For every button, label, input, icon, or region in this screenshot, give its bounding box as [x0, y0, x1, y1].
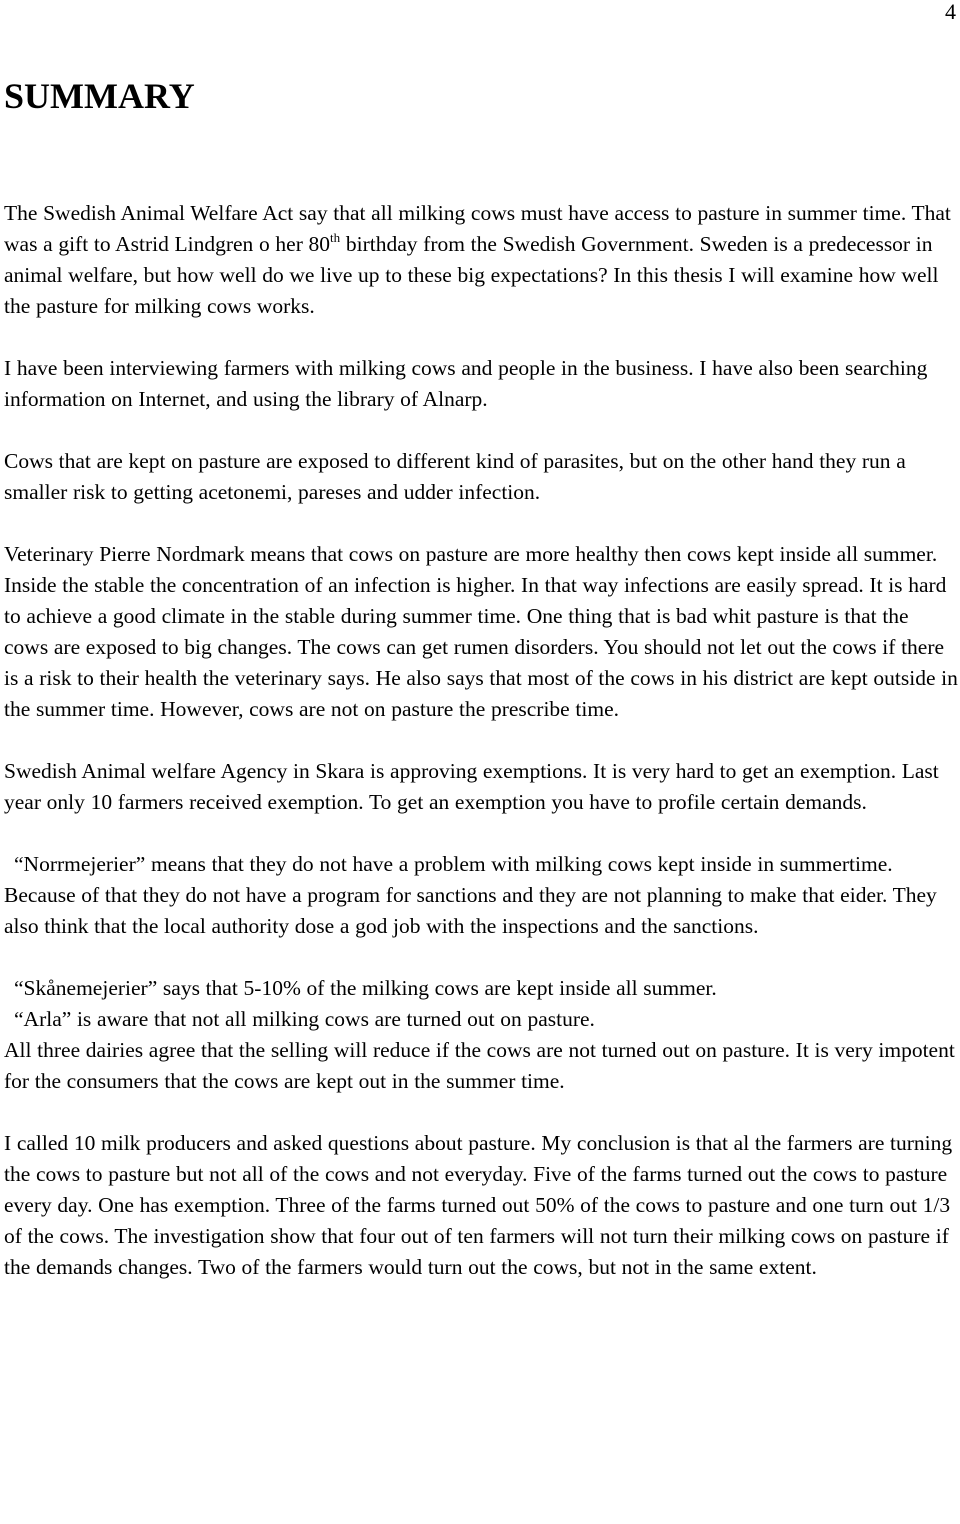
section-heading: SUMMARY	[4, 76, 195, 116]
paragraph-parasites: Cows that are kept on pasture are exposed to different kind of parasites, but on the other hand they run a smaller risk to getting acetonemi, pareses and udder infection.	[4, 449, 906, 504]
paragraph-dairies: All three dairies agree that the selling will reduce if the cows are not turned out on pasture. It is very impotent for the consumers that the cows are kept out in the summer time.	[4, 1038, 955, 1093]
paragraph-arla	[4, 1004, 958, 1035]
paragraph-veterinary: Veterinary Pierre Nordmark means that cows on pasture are more healthy then cows kept inside all summer. Inside the stable the concentration of an infection is higher. In that way infections are easily spread. It is hard to achieve a good climate in the stable during summer time. One thing that is bad whit pasture is that the cows are exposed to big changes. The cows can get rumen disorders. You should not let out the cows if there is a risk to their health the veterinary says. He also says that most of the cows in his district are kept outside in the summer time. However, cows are not on pasture the prescribe time.	[4, 542, 958, 721]
paragraph-intro-part-b: birthday from the Swedish Government. Sweden is a predecessor in animal welfare, but how well do we live up to these big expectations? In this thesis I will examine how well the pasture for milking cows works.	[4, 232, 939, 318]
paragraph-norrmejerier-text: “Norrmejerier” means that they do not have a problem with milking cows kept inside in summertime. Because of that they do not have a program for sanctions and they are not planning to make that eider. They also think that the local authority dose a god job with the inspections and the sanctions.	[4, 852, 937, 938]
paragraph-skanemejerier	[4, 973, 958, 1004]
paragraph-agency: Swedish Animal welfare Agency in Skara is approving exemptions. It is very hard to get an exemption. Last year only 10 farmers received exemption. To get an exemption you have to profile certain demands.	[4, 759, 939, 814]
ordinal-superscript: th	[330, 230, 341, 245]
paragraph-method: I have been interviewing farmers with milking cows and people in the business. I have also been searching information on Internet, and using the library of Alnarp.	[4, 356, 928, 411]
page-number: 4	[945, 0, 956, 24]
paragraph-skanemejerier-text: “Skånemejerier” says that 5-10% of the milking cows are kept inside all summer.	[14, 976, 717, 1000]
paragraph-producers: I called 10 milk producers and asked questions about pasture. My conclusion is that al the farmers are turning the cows to pasture but not all of the cows and not everyday. Five of the farms turned out the cows to pasture every day. One has exemption. Three of the farms turned out 50% of the cows to pasture and one turn out 1/3 of the cows. The investigation show that four out of ten farmers will not turn their milking cows on pasture if the demands changes. Two of the farmers would turn out the cows, but not in the same extent.	[4, 1131, 953, 1279]
paragraph-arla-text: “Arla” is aware that not all milking cows are turned out on pasture.	[14, 1007, 595, 1031]
paragraph-norrmejerier	[4, 849, 958, 942]
paragraph-intro-part-a: The Swedish Animal Welfare Act say that all milking cows must have access to pasture in summer time. That was a gift to Astrid Lindgren o her 80	[4, 201, 951, 256]
summary-body	[4, 198, 958, 1314]
paragraph-intro	[4, 198, 958, 322]
